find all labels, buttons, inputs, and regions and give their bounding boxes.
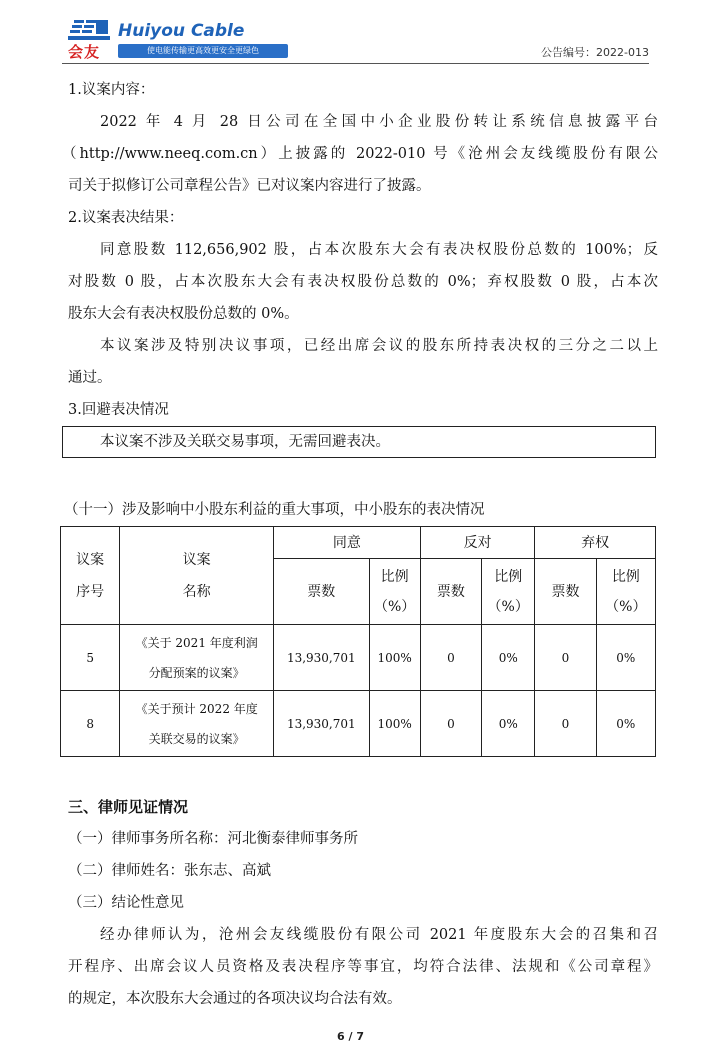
lawyer-opinion-line: 的规定，本次股东大会通过的各项决议均合法有效。 xyxy=(68,991,402,1007)
row-agree-votes: 13,930,701 xyxy=(274,625,369,691)
header-name: 议案 名称 xyxy=(120,527,274,625)
lawyer-section-title: 三、律师见证情况 xyxy=(68,798,189,816)
proposal-content-line: 司关于拟修订公司章程公告》已对议案内容进行了披露。 xyxy=(68,178,431,194)
minority-vote-heading: （十一）涉及影响中小股东利益的重大事项，中小股东的表决情况 xyxy=(64,502,485,518)
header-oppose-votes: 票数 xyxy=(420,559,481,625)
row-abstain-ratio: 0% xyxy=(596,691,655,757)
proposal-content-line: （http://www.neeq.com.cn）上披露的 2022-010 号《沧州会友线缆股份有限公 xyxy=(62,146,658,162)
row-agree-ratio: 100% xyxy=(369,691,420,757)
logo-chinese-text: 会友 xyxy=(68,43,101,61)
header-abstain-ratio: 比例 （%） xyxy=(596,559,655,625)
lawyer-opinion-heading: （三）结论性意见 xyxy=(68,895,184,911)
row-abstain-votes: 0 xyxy=(535,691,596,757)
document-body xyxy=(62,74,658,1015)
notice-number: 公告编号：2022-013 xyxy=(541,46,649,59)
lawyer-firm: （一）律师事务所名称：河北衡泰律师事务所 xyxy=(68,831,358,847)
lawyer-opinion-line: 开程序、出席会议人员资格及表决程序等事宜，均符合法律、法规和《公司章程》 xyxy=(68,959,658,975)
vote-result-heading: 2.议案表决结果： xyxy=(68,210,184,226)
recusal-heading: 3.回避表决情况 xyxy=(68,402,169,418)
header-divider xyxy=(62,63,649,64)
header-oppose: 反对 xyxy=(420,527,535,559)
row-seq: 8 xyxy=(61,691,120,757)
recusal-box: 本议案不涉及关联交易事项，无需回避表决。 xyxy=(62,426,656,458)
row-oppose-votes: 0 xyxy=(420,691,481,757)
vote-result-line: 通过。 xyxy=(68,370,112,386)
table-row xyxy=(61,625,656,691)
table-row xyxy=(61,691,656,757)
proposal-content-heading: 1.议案内容： xyxy=(68,82,155,98)
row-abstain-votes: 0 xyxy=(535,625,596,691)
header-agree-ratio: 比例 （%） xyxy=(369,559,420,625)
row-oppose-ratio: 0% xyxy=(482,625,535,691)
header-seq: 议案 序号 xyxy=(61,527,120,625)
proposal-content-line: 2022 年 4 月 28 日公司在全国中小企业股份转让系统信息披露平台 xyxy=(100,114,658,130)
minority-vote-table xyxy=(60,526,656,757)
vote-result-line: 本议案涉及特别决议事项，已经出席会议的股东所持表决权的三分之二以上 xyxy=(100,338,658,354)
row-oppose-ratio: 0% xyxy=(482,691,535,757)
header-oppose-ratio: 比例 （%） xyxy=(482,559,535,625)
row-name: 《关于 2021 年度利润 分配预案的议案》 xyxy=(120,625,274,691)
lawyer-opinion-line: 经办律师认为，沧州会友线缆股份有限公司 2021 年度股东大会的召集和召 xyxy=(100,927,658,943)
header-abstain: 弃权 xyxy=(535,527,656,559)
page-header xyxy=(0,0,701,70)
logo-english-text: Huiyou Cable xyxy=(118,21,245,41)
vote-result-line: 股东大会有表决权股份总数的 0%。 xyxy=(68,306,299,322)
row-oppose-votes: 0 xyxy=(420,625,481,691)
row-abstain-ratio: 0% xyxy=(596,625,655,691)
vote-result-line: 同意股数 112,656,902 股，占本次股东大会有表决权股份总数的 100%；反 xyxy=(100,242,658,258)
company-logo xyxy=(68,18,259,61)
header-abstain-votes: 票数 xyxy=(535,559,596,625)
lawyer-names: （二）律师姓名：张东志、高斌 xyxy=(68,863,271,879)
row-seq: 5 xyxy=(61,625,120,691)
row-agree-votes: 13,930,701 xyxy=(274,691,369,757)
row-agree-ratio: 100% xyxy=(369,625,420,691)
row-name: 《关于预计 2022 年度 关联交易的议案》 xyxy=(120,691,274,757)
vote-result-line: 对股数 0 股，占本次股东大会有表决权股份总数的 0%；弃权股数 0 股，占本次 xyxy=(68,274,658,290)
page-number: 6 / 7 xyxy=(337,1030,364,1043)
header-agree-votes: 票数 xyxy=(274,559,369,625)
logo-slogan: 使电能传输更高效更安全更绿色 xyxy=(118,44,288,58)
header-agree: 同意 xyxy=(274,527,421,559)
